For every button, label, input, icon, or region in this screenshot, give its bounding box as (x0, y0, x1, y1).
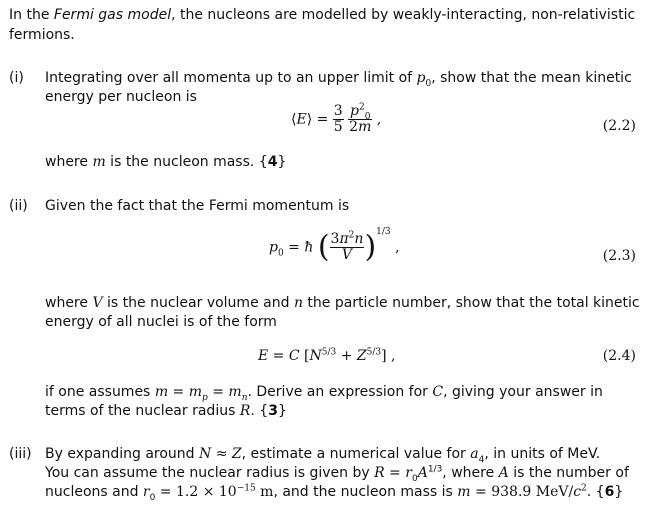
equation-2-3: $p_0$ = ħ ( $\frac{3\pi^2n}{V}$ )$^{1/3}$ , (269, 226, 400, 265)
part-iii-marks: 6 (604, 484, 615, 500)
part-ii-after-2: energy of all nuclei is of the form (45, 314, 277, 330)
equation-number-2-2: (2.2) (602, 118, 636, 134)
part-iii-line-1: By expanding around N ≈ Z, estimate a numerical value for $a_4$, in units of MeV. (45, 446, 601, 465)
part-iii-line-2: You can assume the nuclear radius is given by $R = r_0A^{1/3}$, where A is the number of (45, 464, 629, 484)
intro-line-2: fermions. (9, 27, 75, 43)
part-iii-line-3: nucleons and $r_0 = 1.2 \times 10^{-15}$ m, and the nucleon mass is m = 938.9 MeV/$c^2$. {6} (45, 483, 624, 503)
equation-2-2: ⟨E⟩ = $\frac{3}{5}$ $\frac{p^2_0}{2m}$ , (291, 102, 382, 135)
part-ii-after-4: terms of the nuclear radius R. {3} (45, 403, 287, 419)
part-i-label: (i) (9, 70, 24, 86)
part-ii-label: (ii) (9, 198, 28, 214)
part-ii-line-1: Given the fact that the Fermi momentum is (45, 198, 350, 214)
equation-2-4: E = C $[N^{5/3} + Z^{5/3}]$ , (258, 347, 396, 364)
part-i-line-1: Integrating over all momenta up to an upper limit of $p_0$, show that the mean kinetic (45, 70, 632, 89)
part-ii-after-3: if one assumes $m = m_p = m_n$. Derive an expression for C, giving your answer in (45, 384, 603, 403)
part-i-line-2: energy per nucleon is (45, 89, 197, 105)
equation-number-2-4: (2.4) (602, 348, 636, 364)
part-ii-after-1: where V is the nuclear volume and n the particle number, show that the total kinetic (45, 295, 640, 311)
equation-number-2-3: (2.3) (602, 248, 636, 264)
intro-emphasis: Fermi gas model (53, 7, 172, 23)
intro-line-1: In the Fermi gas model, the nucleons are modelled by weakly-interacting, non-relativistic (9, 7, 636, 23)
part-iii-label: (iii) (9, 446, 32, 462)
part-i-after-equation: where m is the nucleon mass. {4} (45, 154, 287, 170)
part-i-marks: 4 (267, 154, 278, 170)
intro-paragraph (9, 5, 639, 45)
part-ii-marks: 3 (268, 403, 278, 419)
